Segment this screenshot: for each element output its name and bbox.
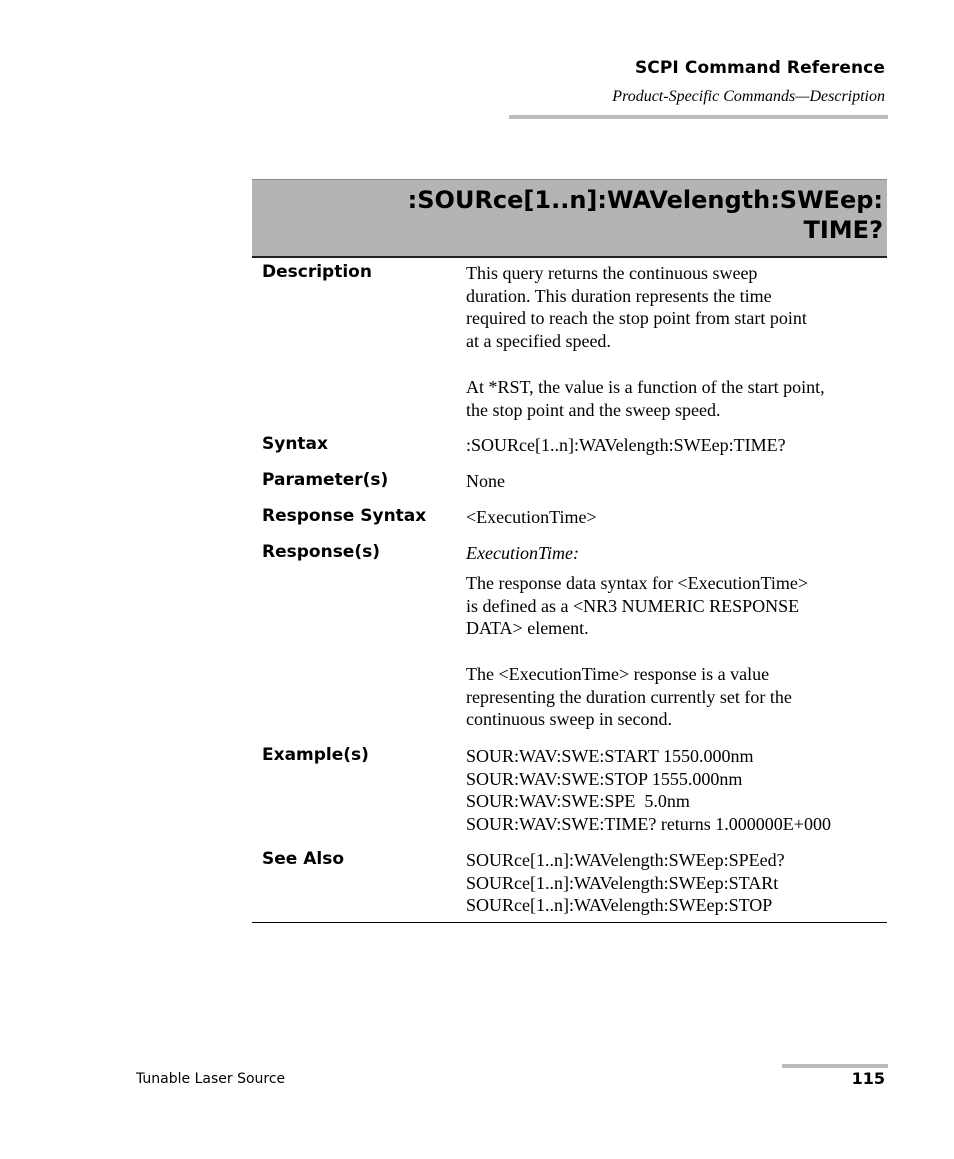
page-number: 115 bbox=[851, 1069, 885, 1088]
response-syntax-label: Response Syntax bbox=[262, 506, 427, 526]
see-also-list bbox=[466, 849, 886, 917]
responses-line: is defined as a <NR3 NUMERIC RESPONSE bbox=[466, 595, 800, 616]
see-also-item: SOURce[1..n]:WAVelength:SWEep:SPEed? bbox=[466, 850, 785, 870]
parameters-line: None bbox=[466, 471, 505, 491]
description-label: Description bbox=[262, 262, 372, 282]
header-rule bbox=[509, 115, 888, 119]
running-header-title: SCPI Command Reference bbox=[634, 58, 885, 78]
description-line: required to reach the stop point from start point bbox=[466, 308, 807, 329]
syntax-line: :SOURce[1..n]:WAVelength:SWEep:TIME? bbox=[466, 435, 786, 455]
responses-line: representing the duration currently set for the bbox=[466, 686, 792, 707]
description-line: duration. This duration represents the time bbox=[466, 285, 772, 306]
description-line: This query returns the continuous sweep bbox=[466, 263, 758, 283]
examples-label: Example(s) bbox=[262, 745, 369, 765]
example-line: SOUR:WAV:SWE:STOP 1555.000nm bbox=[466, 768, 743, 789]
description-text bbox=[466, 262, 886, 353]
response-syntax-value bbox=[466, 506, 886, 529]
responses-text bbox=[466, 572, 886, 640]
footer-rule bbox=[782, 1064, 888, 1068]
description-line: the stop point and the sweep speed. bbox=[466, 399, 721, 420]
description-line: at a specified speed. bbox=[466, 331, 611, 352]
command-title-line: TIME? bbox=[803, 216, 883, 244]
command-title-bar bbox=[252, 179, 887, 258]
command-title-line: :SOURce[1..n]:WAVelength:SWEep: bbox=[407, 186, 883, 214]
command-title bbox=[323, 185, 883, 245]
example-line: SOUR:WAV:SWE:START 1550.000nm bbox=[466, 746, 754, 766]
table-bottom-rule bbox=[252, 922, 887, 923]
description-line: At *RST, the value is a function of the start point, bbox=[466, 377, 825, 397]
responses-line: continuous sweep in second. bbox=[466, 709, 672, 730]
responses-label: Response(s) bbox=[262, 542, 380, 562]
running-header-subtitle: Product-Specific Commands—Description bbox=[612, 88, 885, 105]
response-syntax-line: <ExecutionTime> bbox=[466, 507, 597, 527]
description-note bbox=[466, 376, 886, 421]
responses-line: DATA> element. bbox=[466, 618, 589, 639]
see-also-item: SOURce[1..n]:WAVelength:SWEep:STARt bbox=[466, 872, 779, 893]
responses-note bbox=[466, 663, 886, 731]
responses-line: The response data syntax for <ExecutionTime> bbox=[466, 573, 809, 593]
see-also-item: SOURce[1..n]:WAVelength:SWEep:STOP bbox=[466, 895, 773, 916]
example-line: SOUR:WAV:SWE:TIME? returns 1.000000E+000 bbox=[466, 814, 831, 835]
examples-code bbox=[466, 745, 886, 836]
example-line: SOUR:WAV:SWE:SPE 5.0nm bbox=[466, 791, 690, 812]
response-name-line: ExecutionTime: bbox=[466, 543, 579, 563]
responses-name bbox=[466, 542, 886, 565]
syntax-value bbox=[466, 434, 886, 457]
see-also-label: See Also bbox=[262, 849, 345, 869]
syntax-label: Syntax bbox=[262, 434, 328, 454]
footer-product-name: Tunable Laser Source bbox=[136, 1071, 286, 1087]
responses-line: The <ExecutionTime> response is a value bbox=[466, 664, 770, 684]
parameters-value bbox=[466, 470, 886, 493]
parameters-label: Parameter(s) bbox=[262, 470, 389, 490]
